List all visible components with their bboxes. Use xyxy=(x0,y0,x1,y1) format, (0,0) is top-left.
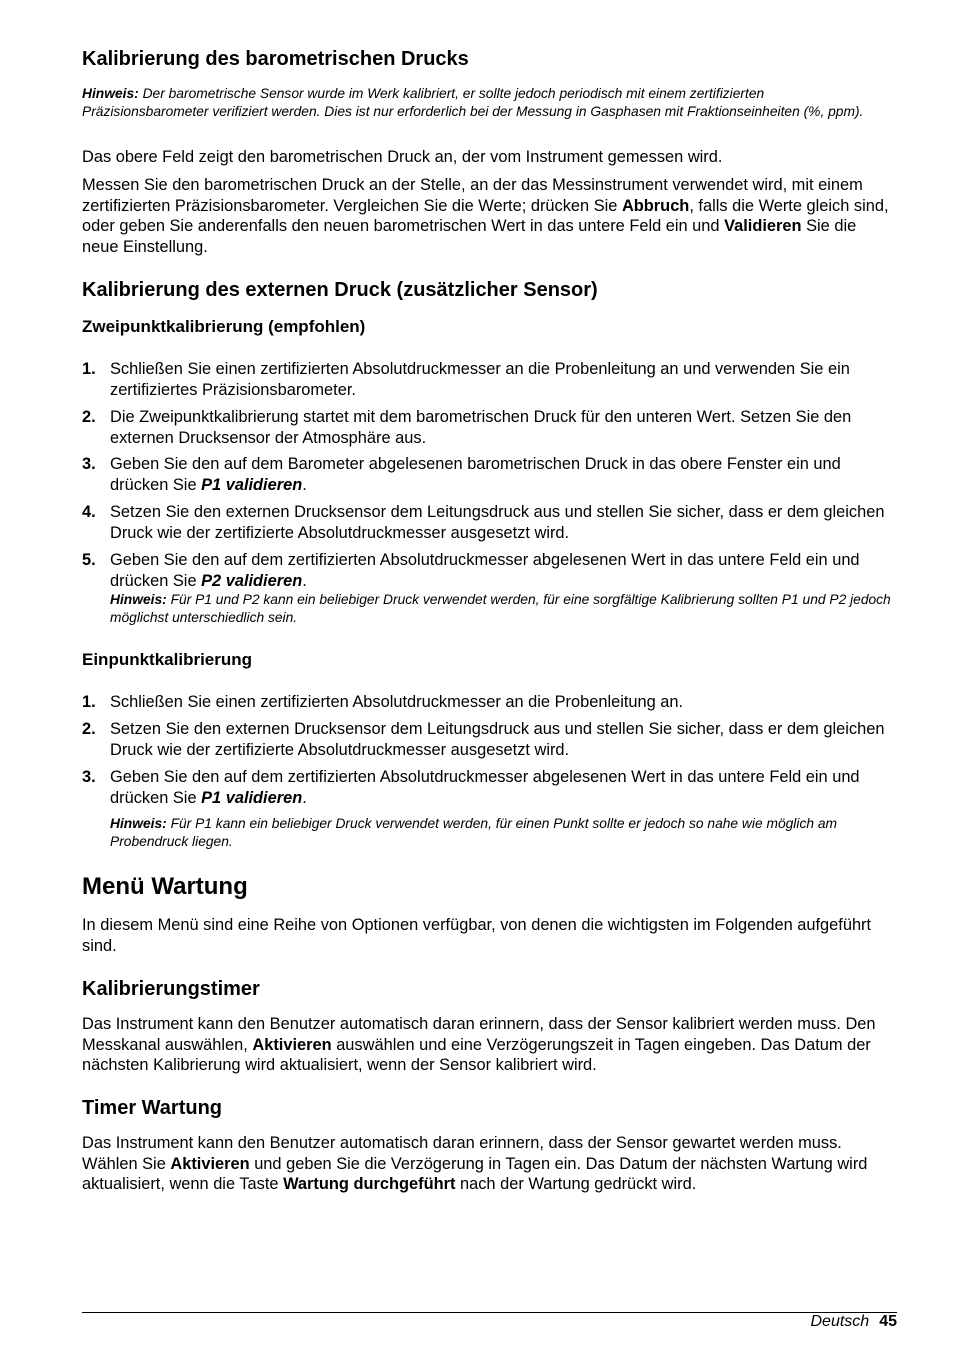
list-text xyxy=(110,407,896,448)
note-text: Für P1 kann ein beliebiger Druck verwendet werden, für einen Punkt sollte er jedoch so nahe wie möglich am Probendruck liegen. xyxy=(110,816,838,849)
list-number: 4. xyxy=(82,503,96,521)
bold-p2-validieren: P2 validieren xyxy=(201,571,303,590)
bold-validieren: Validieren xyxy=(724,217,802,235)
list-number: 2. xyxy=(82,720,96,738)
paragraph-maintenance-timer xyxy=(82,1133,896,1195)
note-label: Hinweis: xyxy=(82,86,139,101)
paragraph-barometric-1: Das obere Feld zeigt den barometrischen Druck an, der vom Instrument gemessen wird. xyxy=(82,148,723,166)
text-run: Geben Sie den auf dem zertifizierten Absolutdruckmesser abgelesenen Wert in das untere Feld ein und drücken Sie xyxy=(110,768,860,807)
list-item-one-point-1 xyxy=(82,692,896,713)
text-run: . xyxy=(302,571,307,590)
text-run: . xyxy=(302,475,307,494)
text-run: , falls die Werte gleich sind, oder geben Sie anderenfalls den neuen barometrischen Wert in das untere Feld ein und xyxy=(82,196,889,235)
page-footer xyxy=(811,1312,898,1332)
note-label: Hinweis: xyxy=(110,592,167,607)
text-run: Schließen Sie einen zertifizierten Absolutdruckmesser an die Probenleitung an. xyxy=(110,693,684,711)
list-text xyxy=(110,550,896,591)
bold-abbruch: Abbruch xyxy=(621,196,690,215)
paragraph-calibration-timer xyxy=(82,1014,896,1076)
note-text: Für P1 und P2 kann ein beliebiger Druck verwendet werden, für eine sorgfältige Kalibrierung sollten P1 und P2 jedoch möglichst unterschiedlich sein. xyxy=(110,592,891,625)
list-number: 3. xyxy=(82,455,96,473)
list-number: 1. xyxy=(82,693,96,711)
text-run: Sie die neue Einstellung. xyxy=(82,217,857,256)
list-item-one-point-2 xyxy=(82,719,896,760)
section-title-maintenance-menu: Menü Wartung xyxy=(82,873,248,900)
list-text xyxy=(110,767,896,808)
text-run: Schließen Sie einen zertifizierten Absolutdruckmesser an die Probenleitung an und verwenden Sie ein zertifiziertes Präzisionsbarometer. xyxy=(110,360,850,399)
text-run: Geben Sie den auf dem zertifizierten Absolutdruckmesser abgelesenen Wert in das untere Feld ein und drücken Sie xyxy=(110,551,860,590)
section-title-external: Kalibrierung des externen Druck (zusätzlicher Sensor) xyxy=(82,279,598,301)
footer-language: Deutsch xyxy=(810,1313,870,1330)
text-run: Messen Sie den barometrischen Druck an der Stelle, an der das Messinstrument verwendet wird, mit einem zertifizierten Präzisionsbarometer. Vergleichen Sie die Werte; drücken Sie xyxy=(82,176,863,215)
note-one-point xyxy=(110,815,890,851)
list-item-two-point-2 xyxy=(82,407,896,448)
subsection-one-point: Einpunktkalibrierung xyxy=(82,650,253,669)
text-run: Setzen Sie den externen Drucksensor dem Leitungsdruck aus und stellen Sie sicher, dass er dem gleichen Druck wie der zertifizierte Absolutdruckmesser ausgesetzt wird. xyxy=(110,503,885,542)
list-number: 2. xyxy=(82,408,96,426)
page-number: 45 xyxy=(879,1313,897,1330)
text-run: . xyxy=(302,788,307,807)
list-text xyxy=(110,692,896,713)
text-run: Die Zweipunktkalibrierung startet mit dem barometrischen Druck für den unteren Wert. Setzen Sie den externen Drucksensor der Atmosphäre aus. xyxy=(110,408,852,447)
section-title-calibration-timer: Kalibrierungstimer xyxy=(82,978,260,1000)
text-run: Geben Sie den auf dem Barometer abgelesenen barometrischen Druck in das obere Fenster ein und drücken Sie xyxy=(110,455,841,494)
bold-p1-validieren: P1 validieren xyxy=(201,475,303,494)
list-item-two-point-3 xyxy=(82,454,896,495)
bold-aktivieren: Aktivieren xyxy=(170,1154,250,1173)
list-number: 5. xyxy=(82,551,96,569)
list-text xyxy=(110,719,896,760)
bold-p1-validieren: P1 validieren xyxy=(201,788,303,807)
note-text: Der barometrische Sensor wurde im Werk kalibriert, er sollte jedoch periodisch mit einem zertifizierten Präzisionsbarometer verifiziert werden. Dies ist nur erforderlich bei der Messung in Gasphasen mit Fraktionseinheiten (%, ppm). xyxy=(82,86,864,119)
text-run: auswählen und eine Verzögerungszeit in Tagen eingeben. Das Datum der nächsten Kalibrierung wird aktualisiert, wenn der Sensor kalibriert wird. xyxy=(82,1035,871,1074)
section-title-barometric: Kalibrierung des barometrischen Drucks xyxy=(82,48,469,70)
section-title-maintenance-timer: Timer Wartung xyxy=(82,1097,223,1119)
list-item-two-point-5 xyxy=(82,550,896,627)
bold-wartung-durchgefuehrt: Wartung durchgeführt xyxy=(283,1175,456,1193)
text-run: Das Instrument kann den Benutzer automatisch daran erinnern, dass der Sensor kalibriert werden muss. Den Messkanal auswählen, xyxy=(82,1015,876,1054)
list-number: 3. xyxy=(82,768,96,786)
list-item-two-point-4 xyxy=(82,502,896,543)
footer-divider xyxy=(82,1312,897,1313)
text-run: Das Instrument kann den Benutzer automatisch daran erinnern, dass der Sensor gewartet werden muss. Wählen Sie xyxy=(82,1134,842,1173)
paragraph-barometric-2 xyxy=(82,175,896,257)
text-run: Setzen Sie den externen Drucksensor dem Leitungsdruck aus und stellen Sie sicher, dass er dem gleichen Druck wie der zertifizierte Absolutdruckmesser ausgesetzt wird. xyxy=(110,720,885,759)
bold-aktivieren: Aktivieren xyxy=(252,1035,332,1054)
list-text xyxy=(110,502,896,543)
list-item-two-point-1 xyxy=(82,359,896,400)
text-run: und geben Sie die Verzögerung in Tagen ein. Das Datum der nächsten Wartung wird aktualisiert, wenn die Taste xyxy=(82,1154,868,1193)
subsection-two-point: Zweipunktkalibrierung (empfohlen) xyxy=(82,317,366,336)
list-number: 1. xyxy=(82,360,96,378)
note-barometric xyxy=(82,85,882,121)
list-text xyxy=(110,454,896,495)
list-item-one-point-3 xyxy=(82,767,896,808)
note-two-point xyxy=(110,591,896,627)
paragraph-maintenance-intro: In diesem Menü sind eine Reihe von Optionen verfügbar, von denen die wichtigsten im Folgenden aufgeführt sind. xyxy=(82,916,872,955)
text-run: nach der Wartung gedrückt wird. xyxy=(455,1175,697,1193)
list-text xyxy=(110,359,896,400)
note-label: Hinweis: xyxy=(110,816,167,831)
